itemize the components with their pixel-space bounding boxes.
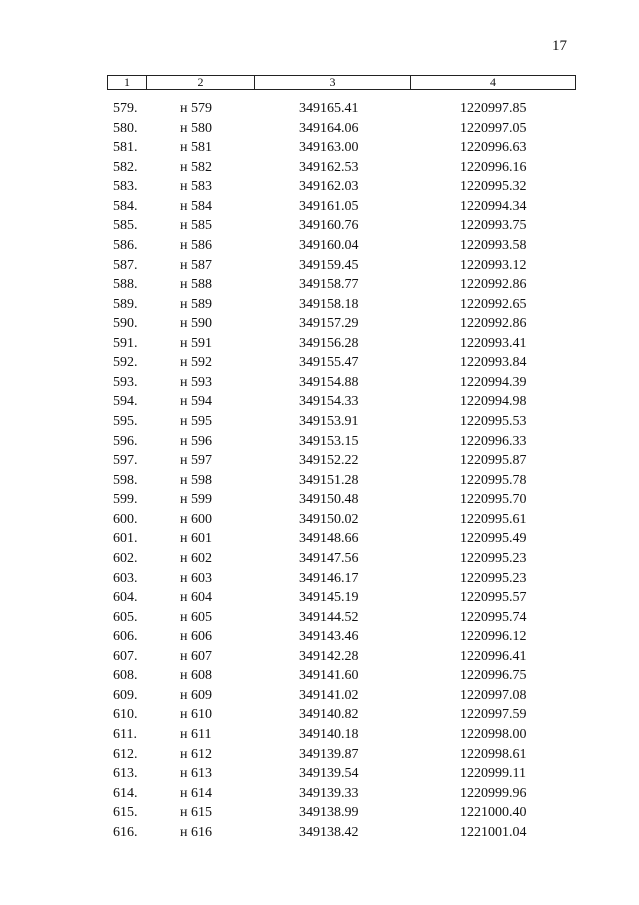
table-row	[0, 666, 639, 686]
coordinate-x: 349157.29	[299, 316, 359, 332]
table-row	[0, 725, 639, 745]
point-number: 580.	[113, 120, 138, 136]
coordinate-y: 1220995.61	[460, 511, 527, 527]
coordinate-x: 349156.28	[299, 335, 359, 351]
table-row	[0, 451, 639, 471]
table-row	[0, 803, 639, 823]
table-row	[0, 275, 639, 295]
point-label: н 589	[180, 296, 212, 312]
point-number: 601.	[113, 531, 138, 547]
coordinate-x: 349160.04	[299, 237, 359, 253]
table-row	[0, 471, 639, 491]
coordinate-y: 1220993.12	[460, 257, 527, 273]
point-label: н 605	[180, 609, 212, 625]
point-label: н 597	[180, 453, 212, 469]
point-number: 616.	[113, 824, 138, 840]
coordinate-y: 1220999.11	[460, 766, 526, 782]
point-label: н 606	[180, 629, 212, 645]
point-label: н 586	[180, 237, 212, 253]
point-label: н 596	[180, 433, 212, 449]
table-row	[0, 490, 639, 510]
point-number: 593.	[113, 374, 138, 390]
table-row	[0, 549, 639, 569]
table-row	[0, 823, 639, 843]
coordinate-y: 1220993.75	[460, 218, 527, 234]
coordinate-y: 1220996.16	[460, 159, 527, 175]
table-body	[0, 99, 639, 842]
point-number: 581.	[113, 140, 138, 156]
point-label: н 614	[180, 785, 212, 801]
coordinate-x: 349143.46	[299, 629, 359, 645]
header-cell-3: 3	[255, 76, 411, 90]
point-label: н 599	[180, 492, 212, 508]
coordinate-y: 1220998.00	[460, 727, 527, 742]
coordinate-x: 349140.82	[299, 707, 359, 723]
coordinate-y: 1220995.57	[460, 590, 527, 606]
coordinate-x: 349140.18	[299, 727, 359, 742]
point-label: н 579	[180, 101, 212, 116]
table-row	[0, 608, 639, 628]
coordinate-y: 1220995.87	[460, 453, 527, 469]
point-label: н 610	[180, 707, 212, 723]
point-label: н 584	[180, 198, 212, 214]
point-number: 586.	[113, 237, 138, 253]
point-label: н 583	[180, 179, 212, 195]
coordinate-x: 349162.03	[299, 179, 359, 195]
coordinate-y: 1221001.04	[460, 824, 527, 840]
coordinate-y: 1220994.34	[460, 198, 527, 214]
point-number: 604.	[113, 590, 138, 606]
point-number: 599.	[113, 492, 138, 508]
table-row	[0, 256, 639, 276]
table-row	[0, 745, 639, 765]
coordinate-x: 349154.88	[299, 374, 359, 390]
coordinate-x: 349150.48	[299, 492, 359, 508]
coordinate-y: 1220992.65	[460, 296, 527, 312]
coordinate-x: 349138.99	[299, 805, 359, 821]
table-row	[0, 784, 639, 804]
point-number: 589.	[113, 296, 138, 312]
header-row	[108, 76, 576, 90]
table-row	[0, 373, 639, 393]
point-label: н 594	[180, 394, 212, 410]
table-row	[0, 236, 639, 256]
coordinate-y: 1220996.33	[460, 433, 527, 449]
table-row	[0, 295, 639, 315]
point-number: 596.	[113, 433, 138, 449]
table-row	[0, 334, 639, 354]
coordinate-x: 349144.52	[299, 609, 359, 625]
point-number: 615.	[113, 805, 138, 821]
table-row	[0, 627, 639, 647]
point-label: н 585	[180, 218, 212, 234]
table-row	[0, 138, 639, 158]
table-row	[0, 119, 639, 139]
coordinate-y: 1220997.08	[460, 687, 527, 703]
point-number: 598.	[113, 472, 138, 488]
point-label: н 581	[180, 140, 212, 156]
table-row	[0, 529, 639, 549]
coordinate-y: 1220995.49	[460, 531, 527, 547]
table-row	[0, 510, 639, 530]
coordinate-x: 349147.56	[299, 550, 359, 566]
coordinate-y: 1220992.86	[460, 277, 527, 293]
point-label: н 608	[180, 668, 212, 684]
coordinate-y: 1220994.39	[460, 374, 527, 390]
coordinate-y: 1220999.96	[460, 785, 527, 801]
coordinate-y: 1220992.86	[460, 316, 527, 332]
point-number: 614.	[113, 785, 138, 801]
point-number: 588.	[113, 277, 138, 293]
point-number: 611.	[113, 727, 137, 742]
coordinate-y: 1220996.12	[460, 629, 527, 645]
coordinate-x: 349163.00	[299, 140, 359, 156]
coordinate-x: 349152.22	[299, 453, 359, 469]
point-label: н 609	[180, 687, 212, 703]
coordinate-y: 1220995.23	[460, 570, 527, 586]
table-row	[0, 764, 639, 784]
coordinate-y: 1220994.98	[460, 394, 527, 410]
coordinate-x: 349141.60	[299, 668, 359, 684]
table-row	[0, 705, 639, 725]
coordinate-y: 1220995.32	[460, 179, 527, 195]
point-number: 584.	[113, 198, 138, 214]
coordinate-y: 1220996.75	[460, 668, 527, 684]
point-number: 609.	[113, 687, 138, 703]
table-row	[0, 392, 639, 412]
point-label: н 598	[180, 472, 212, 488]
point-number: 585.	[113, 218, 138, 234]
point-label: н 603	[180, 570, 212, 586]
point-label: н 616	[180, 824, 212, 840]
coordinate-x: 349139.54	[299, 766, 359, 782]
point-number: 605.	[113, 609, 138, 625]
coordinate-x: 349161.05	[299, 198, 359, 214]
point-label: н 602	[180, 550, 212, 566]
coordinate-x: 349150.02	[299, 511, 359, 527]
point-number: 600.	[113, 511, 138, 527]
coordinate-y: 1220995.78	[460, 472, 527, 488]
coordinate-x: 349139.33	[299, 785, 359, 801]
coordinate-x: 349164.06	[299, 120, 359, 136]
coordinate-x: 349151.28	[299, 472, 359, 488]
coordinate-y: 1220997.85	[460, 101, 527, 116]
point-number: 597.	[113, 453, 138, 469]
coordinate-y: 1220993.84	[460, 355, 527, 371]
coordinate-x: 349141.02	[299, 687, 359, 703]
header-cell-2: 2	[147, 76, 255, 90]
table-row	[0, 412, 639, 432]
coordinate-y: 1220993.58	[460, 237, 527, 253]
point-label: н 590	[180, 316, 212, 332]
table-row	[0, 353, 639, 373]
point-label: н 607	[180, 648, 212, 664]
coordinate-y: 1220998.61	[460, 746, 527, 762]
coordinate-y: 1220995.74	[460, 609, 527, 625]
coordinate-y: 1220993.41	[460, 335, 527, 351]
point-number: 594.	[113, 394, 138, 410]
point-number: 612.	[113, 746, 138, 762]
point-label: н 601	[180, 531, 212, 547]
coordinate-x: 349146.17	[299, 570, 359, 586]
header-cell-1: 1	[108, 76, 147, 90]
table-row	[0, 197, 639, 217]
point-label: н 595	[180, 414, 212, 429]
point-label: н 587	[180, 257, 212, 273]
table-row	[0, 647, 639, 667]
point-number: 579.	[113, 101, 138, 116]
point-label: н 593	[180, 374, 212, 390]
table-row	[0, 569, 639, 589]
point-label: н 615	[180, 805, 212, 821]
point-label: н 613	[180, 766, 212, 782]
table-header	[107, 75, 576, 90]
coordinate-x: 349148.66	[299, 531, 359, 547]
point-number: 603.	[113, 570, 138, 586]
point-number: 606.	[113, 629, 138, 645]
coordinate-x: 349139.87	[299, 746, 359, 762]
coordinate-x: 349153.15	[299, 433, 359, 449]
coordinate-x: 349138.42	[299, 824, 359, 840]
point-number: 582.	[113, 159, 138, 175]
coordinate-x: 349155.47	[299, 355, 359, 371]
coordinate-x: 349158.77	[299, 277, 359, 293]
coordinate-x: 349154.33	[299, 394, 359, 410]
point-label: н 592	[180, 355, 212, 371]
coordinate-x: 349160.76	[299, 218, 359, 234]
coordinate-y: 1220996.41	[460, 648, 527, 664]
point-label: н 604	[180, 590, 212, 606]
coordinate-x: 349158.18	[299, 296, 359, 312]
table-row	[0, 686, 639, 706]
point-label: н 600	[180, 511, 212, 527]
point-label: н 588	[180, 277, 212, 293]
point-number: 583.	[113, 179, 138, 195]
table-row	[0, 177, 639, 197]
table-row	[0, 216, 639, 236]
point-number: 610.	[113, 707, 138, 723]
coordinate-y: 1220995.53	[460, 414, 527, 429]
coordinate-y: 1220997.59	[460, 707, 527, 723]
coordinate-x: 349142.28	[299, 648, 359, 664]
point-number: 608.	[113, 668, 138, 684]
point-number: 602.	[113, 550, 138, 566]
table-row	[0, 314, 639, 334]
coordinate-y: 1220995.23	[460, 550, 527, 566]
point-label: н 580	[180, 120, 212, 136]
point-number: 595.	[113, 414, 138, 429]
table-row	[0, 432, 639, 452]
point-number: 613.	[113, 766, 138, 782]
coordinate-x: 349153.91	[299, 414, 359, 429]
coordinate-y: 1220997.05	[460, 120, 527, 136]
point-number: 587.	[113, 257, 138, 273]
point-number: 590.	[113, 316, 138, 332]
coordinate-x: 349162.53	[299, 159, 359, 175]
coordinate-y: 1220995.70	[460, 492, 527, 508]
point-number: 592.	[113, 355, 138, 371]
table-row	[0, 588, 639, 608]
point-label: н 582	[180, 159, 212, 175]
point-number: 607.	[113, 648, 138, 664]
coordinate-x: 349165.41	[299, 101, 359, 116]
page-number: 17	[552, 38, 567, 54]
point-label: н 611	[180, 727, 212, 742]
header-cell-4: 4	[411, 76, 576, 90]
point-number: 591.	[113, 335, 138, 351]
table-row	[0, 99, 639, 119]
coordinate-x: 349145.19	[299, 590, 359, 606]
coordinate-y: 1220996.63	[460, 140, 527, 156]
point-label: н 612	[180, 746, 212, 762]
coordinate-x: 349159.45	[299, 257, 359, 273]
table-row	[0, 158, 639, 178]
coordinate-y: 1221000.40	[460, 805, 527, 821]
point-label: н 591	[180, 335, 212, 351]
